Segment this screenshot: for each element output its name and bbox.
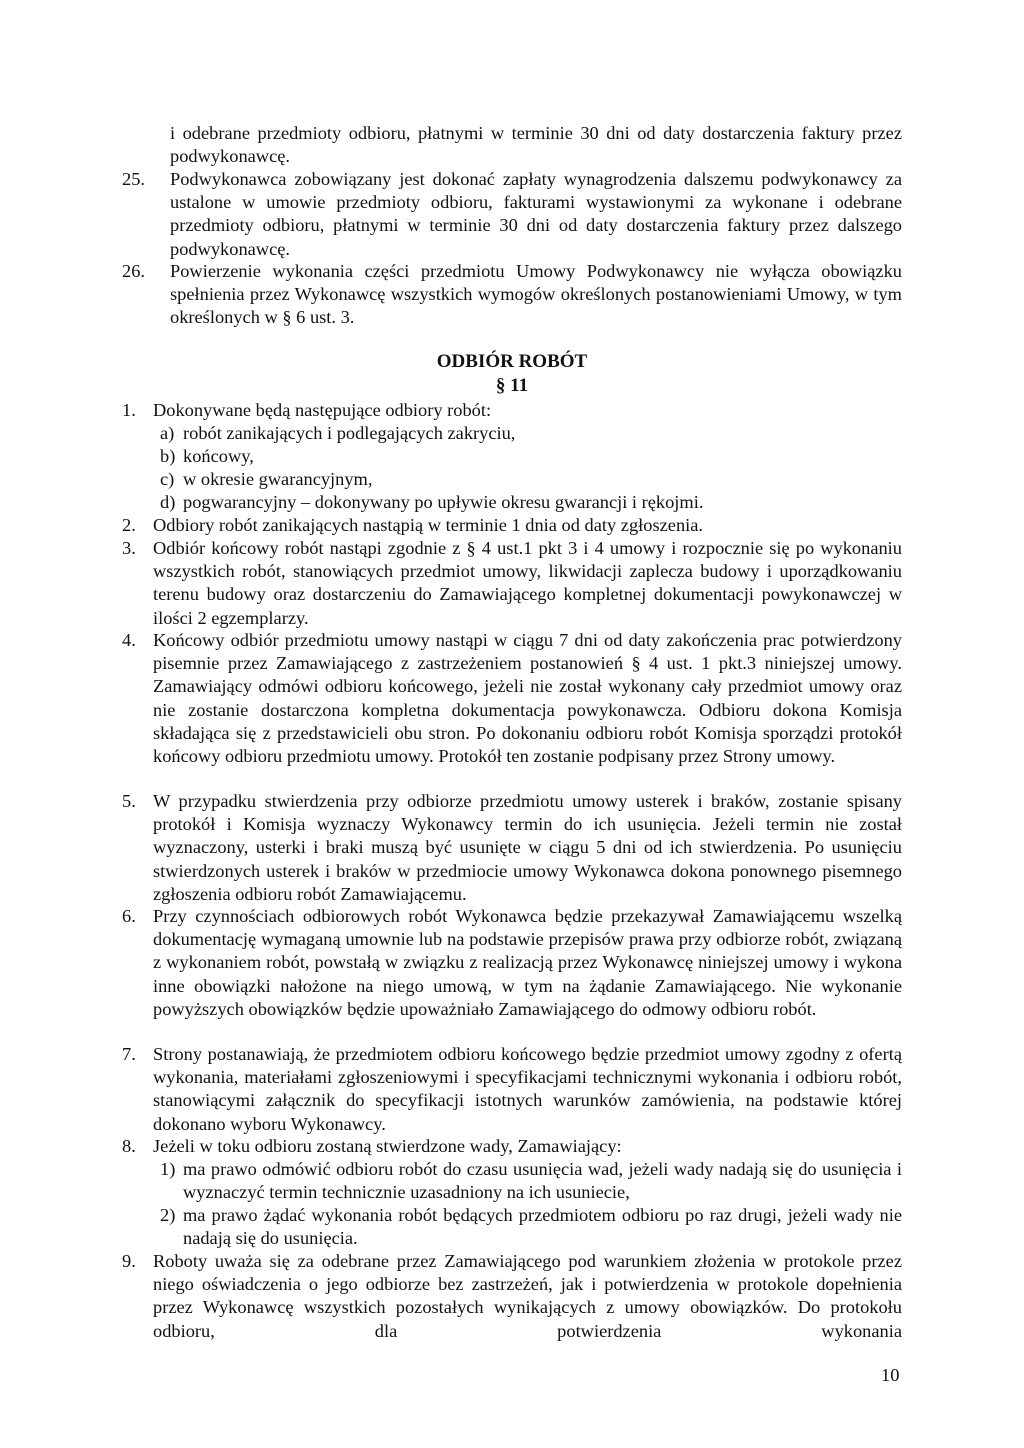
item-number-8: 8. — [122, 1136, 136, 1156]
item-text-26: Powierzenie wykonania części przedmiotu Umowy Podwykonawcy nie wyłącza obowiązku spełnienia przez Wykonawcę wszystkich wymogów określonych postanowieniami Umowy, w tym określonych w § 6 ust. 3. — [170, 261, 902, 328]
item-text-1: Dokonywane będą następujące odbiory robót: — [153, 400, 492, 420]
item-number-26: 26. — [122, 261, 145, 281]
item-number-6: 6. — [122, 906, 136, 926]
section-paragraph-number: § 11 — [495, 375, 529, 396]
item-number-25: 25. — [122, 169, 145, 189]
subitem-text-8-1: ma prawo odmówić odbioru robót do czasu usunięcia wad, jeżeli wady nadają się do usunięcia i wyznaczyć termin technicznie uzasadniony na ich usuniecie, — [183, 1159, 902, 1203]
subitem-label-b: b) — [160, 446, 176, 466]
subitem-label-d: d) — [160, 492, 176, 512]
item-number-9: 9. — [122, 1251, 136, 1271]
item-text-6: Przy czynnościach odbiorowych robót Wykonawca będzie przekazywał Zamawiającemu wszelką dokumentację wymaganą umownie lub na podstawie przepisów prawa przy odbiorze robót, związaną z wykonaniem robót, powstałą w związku z realizacją przez Wykonawcę niniejszej umowy i wykona inne obowiązki nałożone na niego umową, w tym na żądanie Zamawiającego. Nie wykonanie powyższych obowiązków będzie upoważniało Zamawiającego do odmowy odbioru robót. — [153, 906, 902, 1019]
subitem-label-8-1: 1) — [160, 1159, 176, 1179]
item-text-25: Podwykonawca zobowiązany jest dokonać zapłaty wynagrodzenia dalszemu podwykonawcy za ustalone w umowie przedmioty odbioru, fakturami wystawionymi za wykonane i odebrane przedmioty odbioru, płatnymi w terminie 30 dni od daty dostarczenia faktury przez dalszego podwykonawcę. — [170, 169, 902, 259]
subitem-text-a: robót zanikających i podlegających zakryciu, — [183, 423, 516, 443]
subitem-label-a: a) — [160, 423, 175, 443]
item-text-3: Odbiór końcowy robót nastąpi zgodnie z § 4 ust.1 pkt 3 i 4 umowy i rozpocznie się po wykonaniu wszystkich robót, stanowiących przedmiot umowy, likwidacji zaplecza budowy i uporządkowaniu terenu budowy oraz dostarczeniu do Zamawiającego kompletnej dokumentacji powykonawczej w ilości 2 egzemplarzy. — [153, 538, 902, 628]
item-number-2: 2. — [122, 515, 136, 535]
subitem-text-8-2: ma prawo żądać wykonania robót będących przedmiotem odbioru po raz drugi, jeżeli wady nie nadają się do usunięcia. — [183, 1205, 902, 1249]
subitem-text-b: końcowy, — [183, 446, 254, 466]
subitem-text-d: pogwarancyjny – dokonywany po upływie okresu gwarancji i rękojmi. — [183, 492, 704, 512]
item-number-3: 3. — [122, 538, 136, 558]
page-number: 10 — [881, 1365, 900, 1385]
section-title: ODBIÓR ROBÓT — [436, 351, 588, 372]
item-number-1: 1. — [122, 400, 136, 420]
item-text-5: W przypadku stwierdzenia przy odbiorze przedmiotu umowy usterek i braków, zostanie spisany protokół i Komisja wyznaczy Wykonawcy termin do ich usunięcia. Jeżeli termin nie został wyznaczony, usterki i braki muszą być usunięte w ciągu 5 dni od ich stwierdzenia. Po usunięciu stwierdzonych usterek i braków w przedmiocie umowy Wykonawca dokona ponownego pisemnego zgłoszenia odbioru robót Zamawiającemu. — [153, 791, 902, 904]
item-number-5: 5. — [122, 791, 136, 811]
item-text-7: Strony postanawiają, że przedmiotem odbioru końcowego będzie przedmiot umowy zgodny z ofertą wykonania, materiałami zgłoszeniowymi i specyfikacjami technicznymi wykonania i odbioru robót, stanowiącymi załącznik do specyfikacji istotnych warunków zamówienia, na podstawie której dokonano wyboru Wykonawcy. — [153, 1044, 902, 1134]
item-text-2: Odbiory robót zanikających nastąpią w terminie 1 dnia od daty zgłoszenia. — [153, 515, 704, 535]
item-number-7: 7. — [122, 1044, 136, 1064]
subitem-label-c: c) — [160, 469, 175, 489]
subitem-text-c: w okresie gwarancyjnym, — [183, 469, 373, 489]
subitem-label-8-2: 2) — [160, 1205, 176, 1225]
intro-paragraph: i odebrane przedmioty odbioru, płatnymi w terminie 30 dni od daty dostarczenia faktury przez podwykonawcę. — [170, 123, 902, 167]
item-number-4: 4. — [122, 630, 136, 650]
item-text-9: Roboty uważa się za odebrane przez Zamawiającego pod warunkiem złożenia w protokole przez niego oświadczenia o jego odbiorze bez zastrzeżeń, jak i potwierdzenia w protokole dopełnienia przez Wykonawcę wszystkich pozostałych wynikających z umowy obowiązków. Do protokołu odbioru, dla potwierdzenia wykonania — [153, 1251, 902, 1341]
item-text-4: Końcowy odbiór przedmiotu umowy nastąpi w ciągu 7 dni od daty zakończenia prac potwierdzony pisemnie przez Zamawiającego z zastrzeżeniem postanowień § 4 ust. 1 pkt.3 niniejszej umowy. Zamawiający odmówi odbioru końcowego, jeżeli nie został wykonany cały przedmiot umowy oraz nie zostanie dostarczona kompletna dokumentacja powykonawcza. Odbioru dokona Komisja składająca się z przedstawicieli obu stron. Po dokonaniu odbioru robót Komisja sporządzi protokół końcowy odbioru przedmiotu umowy. Protokół ten zostanie podpisany przez Strony umowy. — [153, 630, 902, 767]
item-text-8: Jeżeli w toku odbioru zostaną stwierdzone wady, Zamawiający: — [153, 1136, 622, 1156]
